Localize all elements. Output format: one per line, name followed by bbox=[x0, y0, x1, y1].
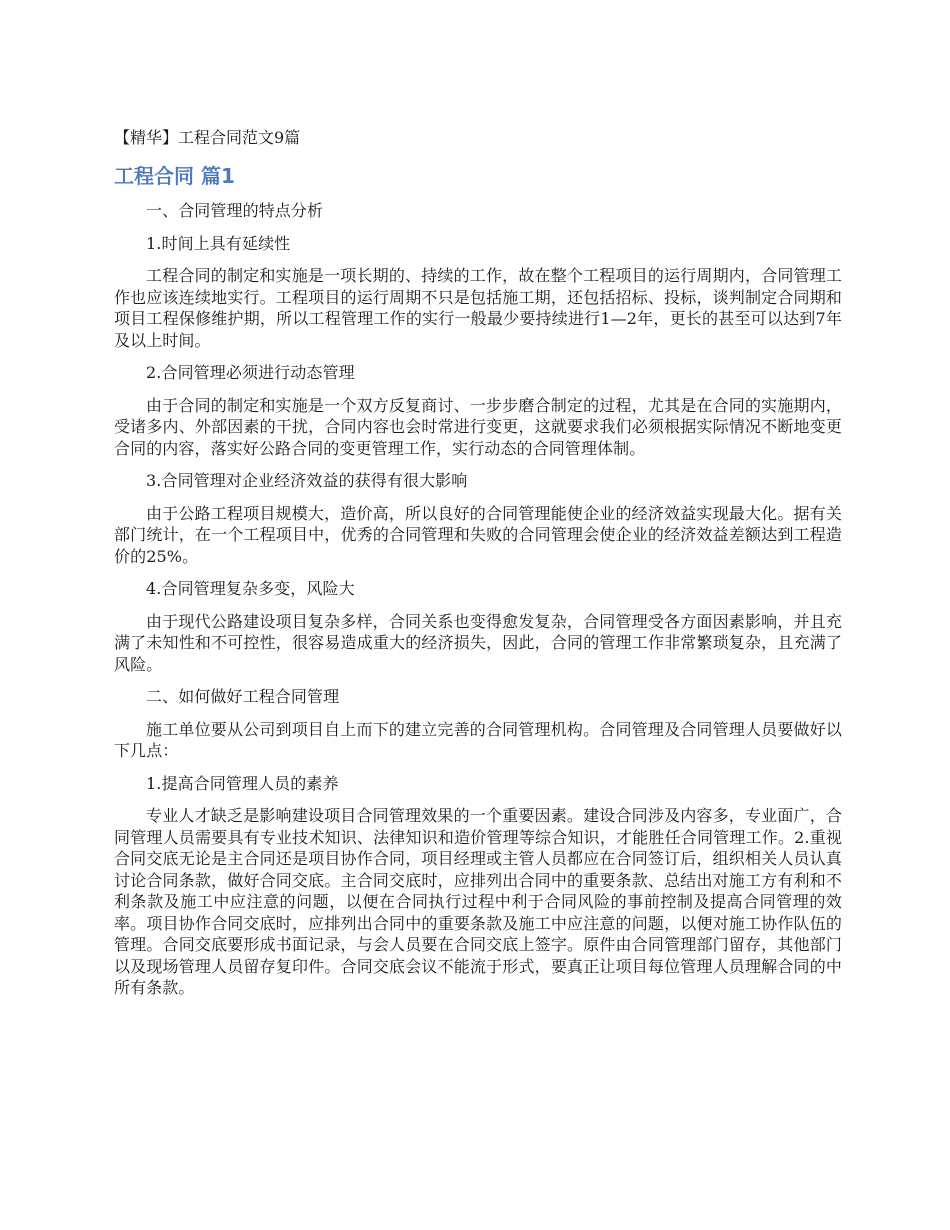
paragraph-body: 施工单位要从公司到项目自上而下的建立完善的合同管理机构。合同管理及合同管理人员要做好以下几点： bbox=[114, 719, 842, 760]
section-heading: 工程合同 篇1 bbox=[114, 164, 235, 188]
paragraph-body: 由于公路工程项目规模大，造价高，所以良好的合同管理能使企业的经济效益实现最大化。据有关部门统计，在一个工程项目中，优秀的合同管理和失败的合同管理会使企业的经济效益差额达到工程造价的25%。 bbox=[114, 503, 842, 566]
paragraph-body: 工程合同的制定和实施是一项长期的、持续的工作，故在整个工程项目的运行周期内，合同管理工作也应该连续地实行。工程项目的运行周期不只是包括施工期，还包括招标、投标，谈判制定合同期和项目工程保修维护期，所以工程管理工作的实行一般最少要持续进行1—2年，更长的甚至可以达到7年及以上时间。 bbox=[114, 266, 842, 350]
paragraph-item-2: 2.合同管理必须进行动态管理 bbox=[146, 363, 355, 382]
paragraph-body: 专业人才缺乏是影响建设项目合同管理效果的一个重要因素。建设合同涉及内容多，专业面广，合同管理人员需要具有专业技术知识、法律知识和造价管理等综合知识，才能胜任合同管理工作。2.重视合同交底无论是主合同还是项目协作合同，项目经理或主管人员都应在合同签订后，组织相关人员认真讨论合同条款，做好合同交底。主合同交底时，应排列出合同中的重要条款、总结出对施工方有利和不利条款及施工中应注意的问题，以便在合同执行过程中利于合同风险的事前控制及提高合同管理的效率。项目协作合同交底时，应排列出合同中的重要条款及施工中应注意的问题，以便对施工协作队伍的管理。合同交底要形成书面记录，与会人员要在合同交底上签字。原件由合同管理部门留存，其他部门以及现场管理人员留存复印件。合同交底会议不能流于形式，要真正让项目每位管理人员理解合同的中所有条款。 bbox=[114, 806, 842, 997]
paragraph-section-1: 一、合同管理的特点分析 bbox=[146, 201, 324, 220]
paragraph-section-2: 二、如何做好工程合同管理 bbox=[146, 687, 340, 706]
paragraph-body: 由于合同的制定和实施是一个双方反复商讨、一步步磨合制定的过程，尤其是在合同的实施期内，受诸多内、外部因素的干扰，合同内容也会时常进行变更，这就要求我们必须根据实际情况不断地变更合同的内容，落实好公路合同的变更管理工作，实行动态的合同管理体制。 bbox=[114, 395, 842, 458]
paragraph-item-3: 3.合同管理对企业经济效益的获得有很大影响 bbox=[146, 471, 468, 490]
paragraph-item-1: 1.时间上具有延续性 bbox=[146, 233, 291, 253]
paragraph-item-1b: 1.提高合同管理人员的素养 bbox=[146, 773, 339, 793]
document-title: 【精华】工程合同范文9篇 bbox=[114, 128, 301, 147]
document-page bbox=[114, 126, 842, 1010]
paragraph-body: 由于现代公路建设项目复杂多样，合同关系也变得愈发复杂，合同管理受各方面因素影响，并且充满了未知性和不可控性，很容易造成重大的经济损失，因此，合同的管理工作非常繁琐复杂，且充满了风险。 bbox=[114, 611, 842, 674]
paragraph-item-4: 4.合同管理复杂多变，风险大 bbox=[146, 579, 355, 598]
